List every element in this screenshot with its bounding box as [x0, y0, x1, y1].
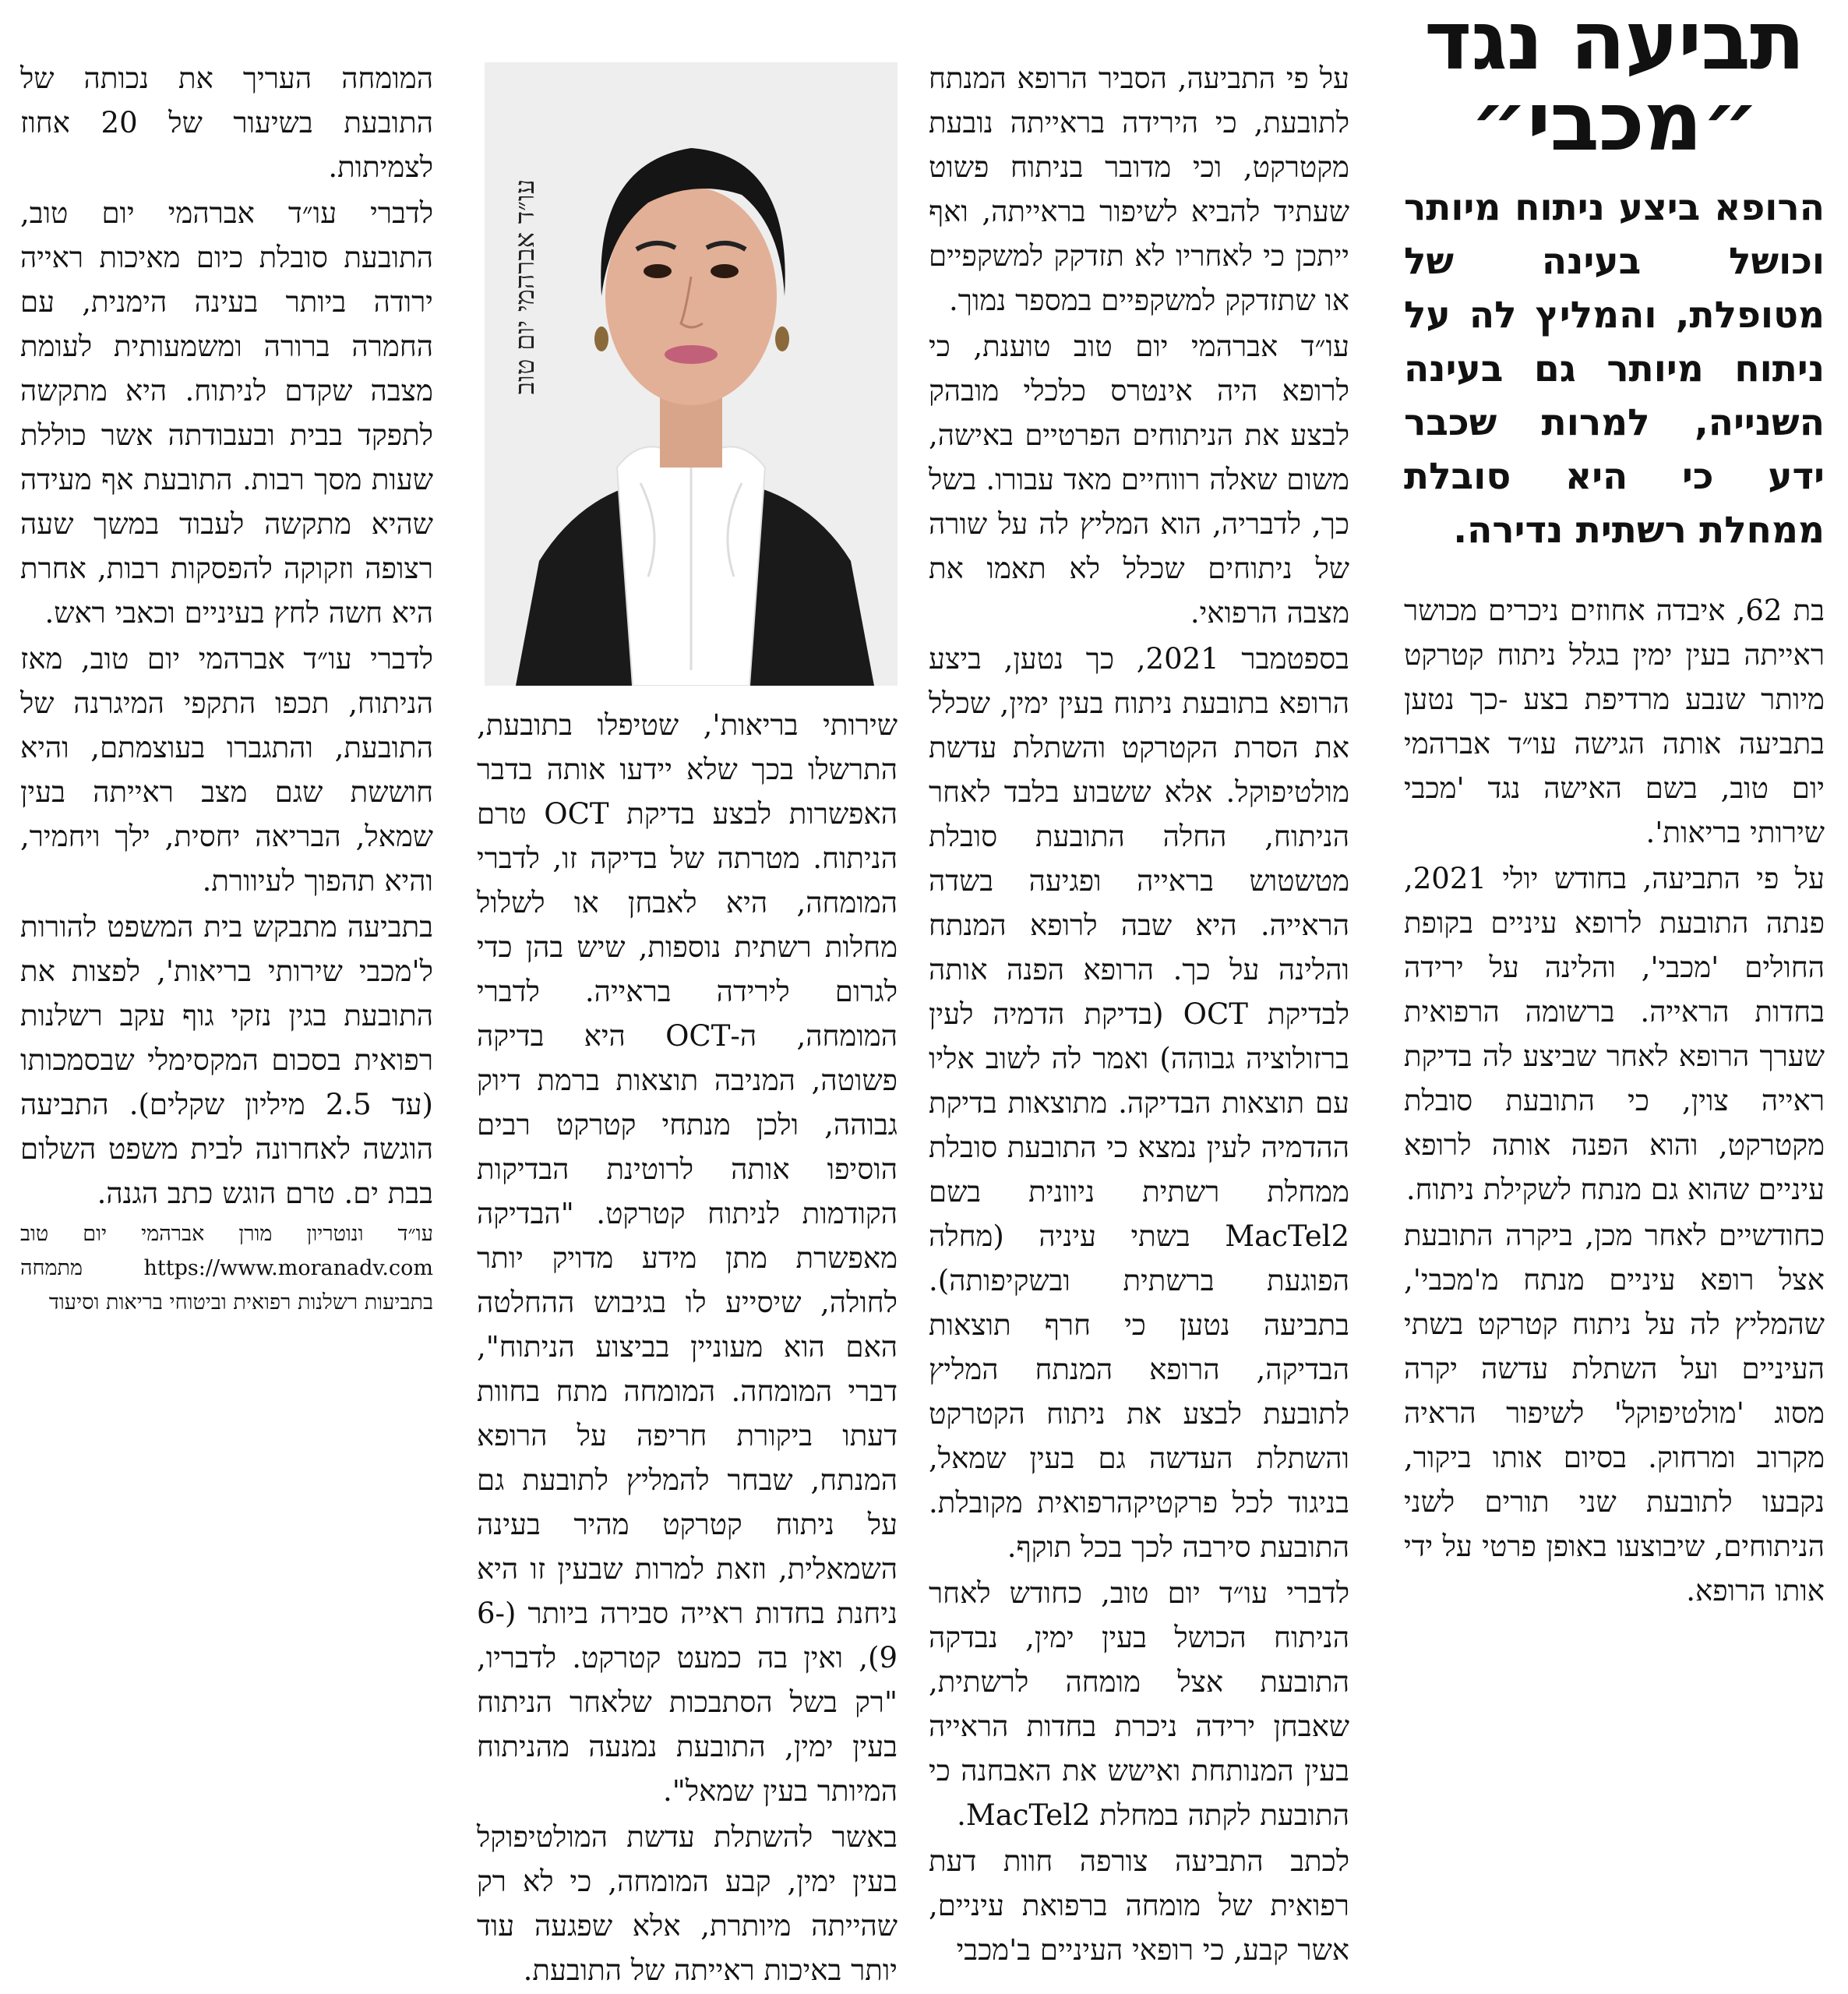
column-2	[929, 56, 1349, 1974]
column-1-body	[1404, 588, 1825, 1613]
paragraph: על פי התביעה, בחודש יולי 2021, פנתה התובעת לרופא עיניים בקופת החולים 'מכבי', והלינה על ירידה בחדות הראייה. ברשומה הרפואית שערך הרופא לאחר שביצע לה בדיקת ראייה צוין, כי התובעת סובלת מקטרקט, והוא הפנה אותה לרופא עיניים שהוא גם מנתח לשקילת ניתוח.	[1404, 862, 1825, 1206]
paragraph: בת 62, איבדה אחוזים ניכרים מכושר ראייתה בעין ימין בגלל ניתוח קטרקט מיותר שנבע מרדיפת בצע -כך נטען בתביעה אותה הגישה עו״ד אברהמי יום טוב, בשם האישה נגד 'מכבי שירותי בריאות'.	[1404, 594, 1825, 849]
paragraph: שירותי בריאות', שטיפלו בתובעת, התרשלו בכך שלא יידעו אותה בדבר האפשרות לבצע בדיקת OCT טרם הניתוח. מטרתה של בדיקה זו, לדברי המומחה, היא לאבחן או לשלול מחלות רשתית נוספות, שיש בהן כדי לגרום לירידה בראייה. לדברי המומחה, ה-OCT היא בדיקה פשוטה, המניבה תוצאות ברמת דיוק גבוהה, ולכן מנתחי קטרקט רבים הוסיפו אותה לרוטינת הבדיקות הקודמות לניתוח קטרקט. "הבדיקה מאפשרת מתן מידע מדויק יותר לחולה, שיסייע לו בגיבוש ההחלטה האם הוא מעוניין בביצוע הניתוח", דברי המומחה. המומחה מתח בחוות דעתו ביקורת חריפה על הרופא המנתח, שבחר להמליץ לתובעת גם על ניתוח קטרקט מהיר בעינה השמאלית, וזאת למרות שבעין זו היא ניחנת בחדות ראייה סבירה ביותר (6-9), ואין בה כמעט קטרקט. לדבריו, "רק בשל הסתבכות שלאחר הניתוח בעין ימין, התובעת נמנעה מהניתוח המיותר בעין שמאל".	[477, 708, 898, 1808]
headline-line-2: ״מכבי״	[1470, 74, 1758, 169]
paragraph: באשר להשתלת עדשת המולטיפוקל בעין ימין, קבע המומחה, כי לא רק שהייתה מיותרת, אלא שפגעה עוד יותר באיכות ראייתה של התובעת.	[477, 1820, 898, 1987]
lead-paragraph: הרופא ביצע ניתוח מיותר וכושל בעינה של מטופלת, והמליץ לה על ניתוח מיותר גם בעינה השנייה, למרות שכבר ידע כי היא סובלת ממחלת רשתית נדירה.	[1404, 186, 1825, 552]
headline-line-1: תביעה נגד	[1424, 0, 1804, 88]
paragraph: עו״ד אברהמי יום טוב טוענת, כי לרופא היה אינטרס כלכלי מובהק לבצע את הניתוחים הפרטיים באישה, משום שאלה רווחיים מאד עבורו. בשל כך, לדבריה, הוא המליץ לה על שורה של ניתוחים שכלל לא תאמו את מצבה הרפואי.	[929, 330, 1349, 630]
photo-caption: עו״ד אברהמי יום טוב	[510, 179, 541, 395]
headline-column	[1404, 0, 1825, 1615]
column-4	[20, 56, 433, 1320]
paragraph: לכתב התביעה צורפה חוות דעת רפואית של מומחה ברפואת עיניים, אשר קבע, כי רופאי העיניים ב'מכבי	[929, 1844, 1349, 1967]
paragraph: על פי התביעה, הסביר הרופא המנתח לתובעת, כי הירידה בראייתה נובעת מקטרקט, וכי מדובר בניתוח פשוט שעתיד להביא לשיפור בראייתה, ואף ייתכן כי לאחריו לא תזדקק למשקפיים או שתזדקק למשקפיים במספר נמוך.	[929, 62, 1349, 317]
paragraph: בתביעה מתבקש בית המשפט להורות ל'מכבי שירותי בריאות', לפצות את התובעת בגין נזקי גוף עקב רשלנות רפואית בסכום המקסימלי שבסמכותו (עד 2.5 מיליון שקלים). התביעה הוגשה לאחרונה לבית משפט השלום בבת ים. טרם הוגש כתב הגנה.	[20, 910, 433, 1210]
credit-text: עו״ד ונוטריון מורן אברהמי יום טוב https://www.moranadv.com מתמחה בתביעות רשלנות רפואית וביטוחי בריאות וסיעוד	[20, 1222, 433, 1315]
paragraph: לדברי עו״ד אברהמי יום טוב, מאז הניתוח, תכפו התקפי המיגרנה של התובעת, והתגברו בעוצמתם, והיא חוששת שגם מצב ראייתה בעין שמאל, הבריאה יחסית, ילך ויחמיר, והיא תהפוך לעיוורת.	[20, 642, 433, 898]
paragraph: המומחה העריך את נכותה של התובעת בשיעור של 20 אחוז לצמיתות.	[20, 62, 433, 184]
author-credit	[20, 1217, 433, 1320]
portrait-photo	[485, 62, 898, 686]
portrait-illustration	[485, 62, 898, 686]
paragraph: לדברי עו״ד יום טוב, כחודש לאחר הניתוח הכושל בעין ימין, נבדקה התובעת אצל מומחה לרשתית, שאבחן ירידה ניכרת בחדות הראייה בעין המנותחת ואישש את האבחנה כי התובעת לקתה במחלת MacTel2.	[929, 1576, 1349, 1832]
paragraph: לדברי עו״ד אברהמי יום טוב, התובעת סובלת כיום מאיכות ראייה ירודה ביותר בעינה הימנית, עם החמרה ברורה ומשמעותית לעומת מצבה שקדם לניתוח. היא מתקשה לתפקד בבית ובעבודתה אשר כוללת שעות מסך רבות. התובעת אף מעידה שהיא מתקשה לעבוד במשך שעה רצופה וזקוקה להפסקות רבות, אחרת היא חשה לחץ בעיניים וכאבי ראש.	[20, 196, 433, 630]
paragraph: בספטמבר 2021, כך נטען, ביצע הרופא בתובעת ניתוח בעין ימין, שכלל את הסרת הקטרקט והשתלת עדשת מולטיפוקל. אלא ששבוע בלבד לאחר הניתוח, החלה התובעת סובלת מטשטוש בראייה ופגיעה בשדה הראייה. היא שבה לרופא המנתח והלינה על כך. הרופא הפנה אותה לבדיקת OCT (בדיקת הדמיה לעין ברזולוציה גבוהה) ואמר לה לשוב אליו עם תוצאות הבדיקה. מתוצאות בדיקת ההדמיה לעין נמצא כי התובעת סובלת ממחלת רשתית ניוונית בשם MacTel2 בשתי עיניה (מחלה הפוגעת ברשתית ובשקיפותה). בתביעה נטען כי חרף תוצאות הבדיקה, הרופא המנתח המליץ לתובעת לבצע את ניתוח הקטרקט והשתלת העדשה גם בעין שמאל, בניגוד לכל פרקטיקהרפואית מקובלת. התובעת סירבה לכך בכל תוקף.	[929, 642, 1349, 1564]
column-3	[477, 0, 898, 1994]
headline	[1404, 0, 1825, 169]
paragraph: כחודשיים לאחר מכן, ביקרה התובעת אצל רופא עיניים מנתח מ'מכבי', שהמליץ לה על ניתוח קטרקט בשתי העיניים ועל השתלת עדשה יקרה מסוג 'מולטיפוקל' לשיפור הראיה מקרוב ומרחוק. בסיום אותו ביקור, נקבעו לתובעת שני תורים לשני הניתוחים, שיבוצעו באופן פרטי על ידי אותו הרופא.	[1404, 1219, 1825, 1608]
